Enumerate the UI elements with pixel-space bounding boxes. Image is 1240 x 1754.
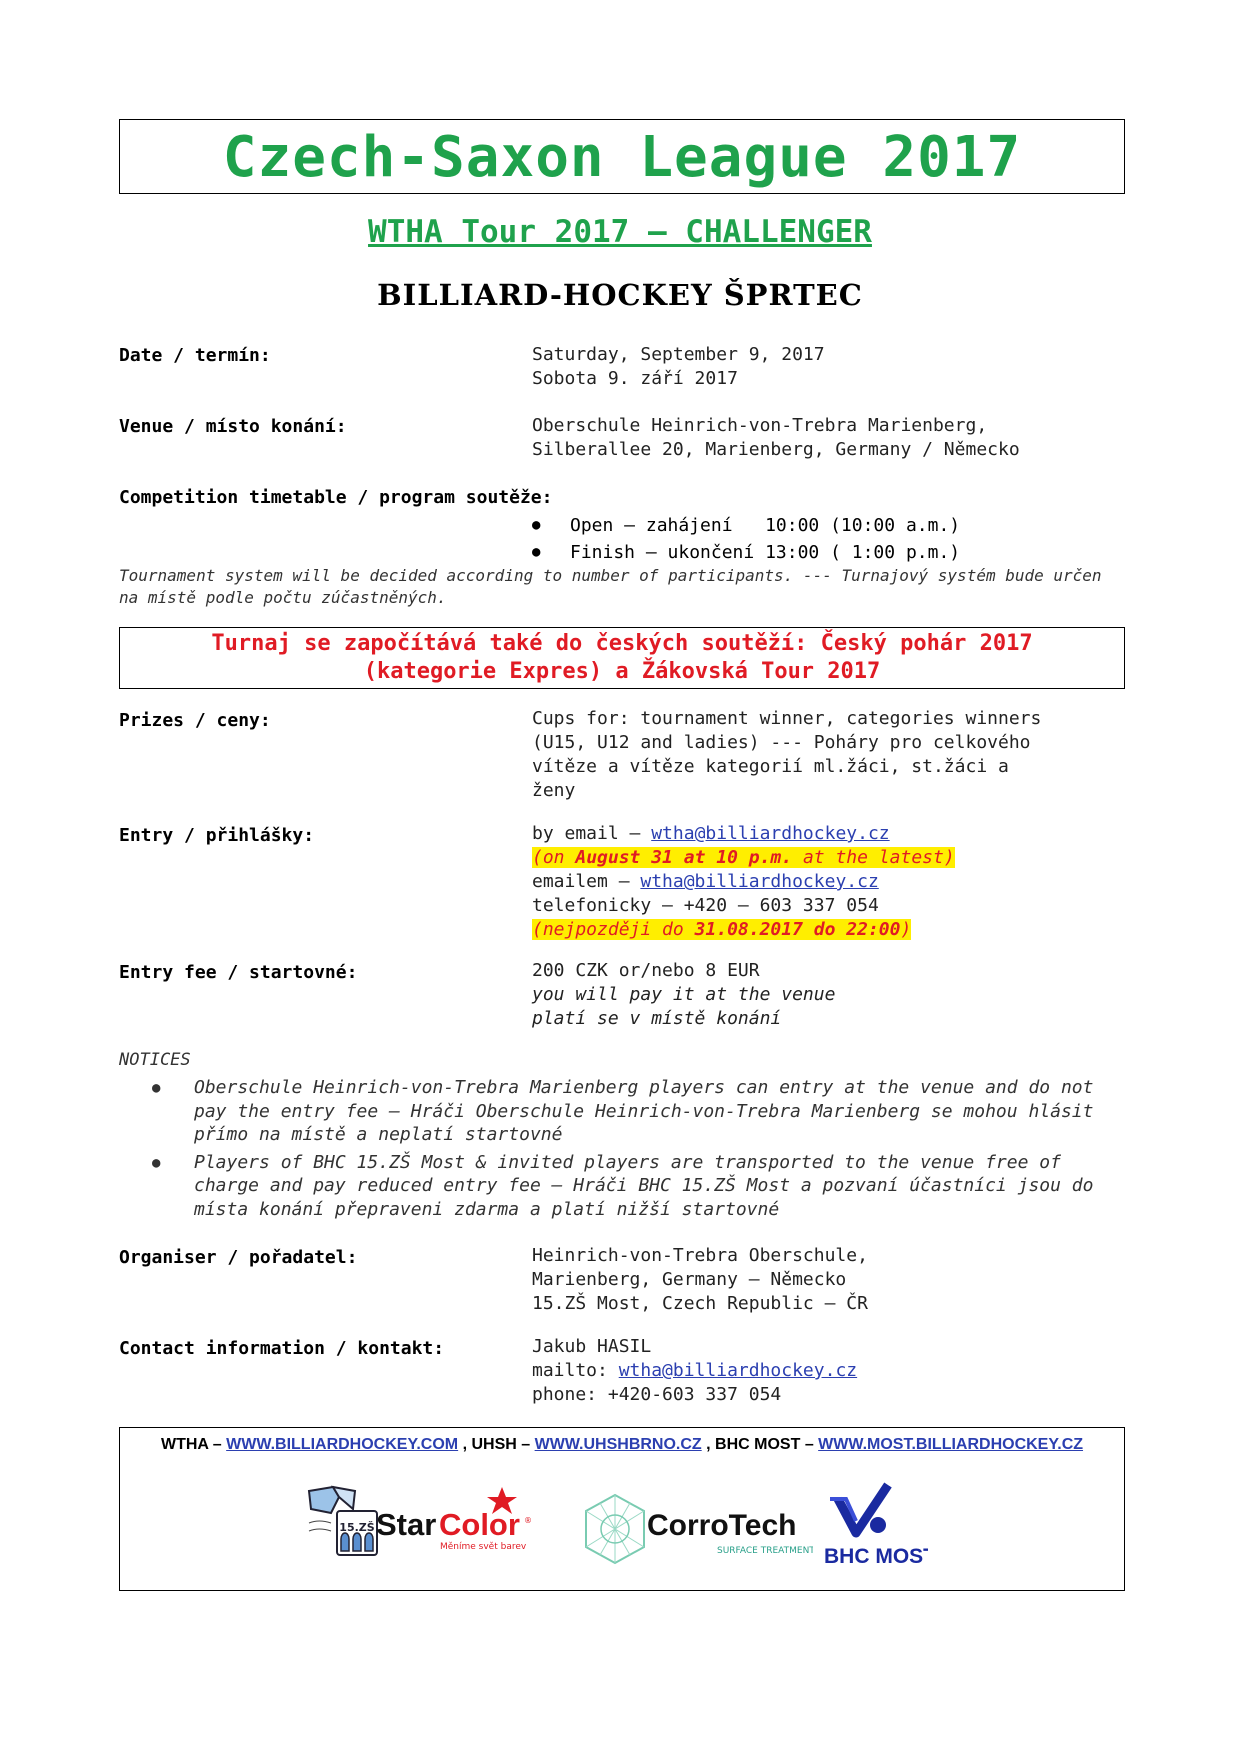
list-item: ● Finish – ukončení 13:00 ( 1:00 p.m.) bbox=[532, 539, 960, 566]
svg-text:Star: Star bbox=[376, 1507, 437, 1542]
entry-email-link-cz[interactable]: wtha@billiardhockey.cz bbox=[640, 871, 879, 892]
entry-label: Entry / přihlášky: bbox=[119, 825, 315, 846]
deadline-en: (on August 31 at 10 p.m. at the latest) bbox=[532, 847, 955, 868]
footer-links: WTHA – WWW.BILLIARDHOCKEY.COM , UHSH – WWW.UHSHBRNO.CZ , BHC MOST – WWW.MOST.BILLIARDHOCKEY.CZ bbox=[160, 1436, 1084, 1453]
bullet-icon: ● bbox=[152, 1154, 161, 1171]
bhc-most-logo bbox=[818, 1481, 928, 1571]
bullet-icon: ● bbox=[532, 544, 541, 560]
czech-competition-notice: Turnaj se započítává také do českých soutěží: Český pohár 2017 (kategorie Expres) a Žákovská Tour 2017 bbox=[119, 627, 1125, 689]
page-title: Czech-Saxon League 2017 bbox=[222, 125, 1022, 190]
bullet-icon: ● bbox=[532, 517, 541, 533]
date-value bbox=[532, 343, 825, 391]
entry-phone: telefonicky – +420 – 603 337 054 bbox=[532, 895, 879, 916]
svg-text:Měníme svět barev: Měníme svět barev bbox=[440, 1542, 527, 1552]
heading: BILLIARD-HOCKEY ŠPRTEC bbox=[377, 278, 863, 312]
contact-email-link[interactable]: wtha@billiardhockey.cz bbox=[618, 1360, 858, 1381]
notices-list bbox=[152, 1076, 1127, 1225]
venue-label: Venue / místo konání: bbox=[119, 416, 347, 437]
svg-text:®: ® bbox=[524, 1516, 532, 1525]
school-logo-icon bbox=[303, 1483, 383, 1563]
contact-value: Jakub HASIL mailto: wtha@billiardhockey.cz phone: +420-603 337 054 bbox=[532, 1336, 858, 1405]
date-label: Date / termín: bbox=[119, 345, 271, 366]
starcolor-logo-icon bbox=[372, 1485, 532, 1565]
entry-value: by email – wtha@billiardhockey.cz (on August 31 at 10 p.m. at the latest) emailem – wtha@billiardhockey.cz telefonicky – +420 – 603 337 054 (nejpozději do 31.08.2017 do 22:00) bbox=[532, 823, 955, 940]
venue-value bbox=[532, 414, 1020, 462]
prizes-label: Prizes / ceny: bbox=[119, 710, 271, 731]
list-item: ● Open – zahájení 10:00 (10:00 a.m.) bbox=[532, 512, 960, 539]
starcolor-logo bbox=[372, 1485, 532, 1565]
date-line-en: Saturday, September 9, 2017 bbox=[532, 344, 825, 365]
footer-box bbox=[119, 1427, 1125, 1591]
bhc-most-link[interactable]: WWW.MOST.BILLIARDHOCKEY.CZ bbox=[818, 1436, 1084, 1453]
prizes-value: Cups for: tournament winner, categories winners (U15, U12 and ladies) --- Poháry pro celkového vítěze a vítěze kategorií ml.žáci, st.žáci a ženy bbox=[532, 708, 1042, 801]
timetable-label: Competition timetable / program soutěže: bbox=[119, 487, 553, 508]
bullet-icon: ● bbox=[152, 1080, 161, 1096]
organiser-value: Heinrich-von-Trebra Oberschule, Marienberg, Germany – Německo 15.ZŠ Most, Czech Republic – ČR bbox=[532, 1245, 868, 1314]
deadline-cz: (nejpozději do 31.08.2017 do 22:00) bbox=[532, 919, 912, 940]
svg-text:SURFACE TREATMENT: SURFACE TREATMENT bbox=[717, 1546, 813, 1556]
date-line-cz: Sobota 9. září 2017 bbox=[532, 368, 738, 389]
svg-text:15.ZŠ: 15.ZŠ bbox=[339, 1521, 375, 1534]
sponsor-logos bbox=[120, 1483, 1124, 1583]
subtitle: WTHA Tour 2017 – CHALLENGER bbox=[368, 214, 872, 250]
entry-email-link[interactable]: wtha@billiardhockey.cz bbox=[651, 823, 890, 844]
corrotech-logo-icon bbox=[645, 1501, 813, 1561]
uhsh-link[interactable]: WWW.UHSHBRNO.CZ bbox=[534, 1436, 702, 1453]
gem-emblem-icon bbox=[582, 1491, 648, 1567]
svg-text:BHC MOST: BHC MOST bbox=[824, 1545, 928, 1568]
tournament-system-note: Tournament system will be decided according to number of participants. --- Turnajový systém bude určen na místě podle počtu zúčastněných. bbox=[119, 566, 1102, 607]
school-logo bbox=[303, 1483, 383, 1563]
list-item: ● Oberschule Heinrich-von-Trebra Marienberg players can entry at the venue and do not pay the entry fee – Hráči Oberschule Heinrich-von-Trebra Marienberg se mohou hlásit přímo na místě a neplatí startovné bbox=[152, 1077, 1094, 1145]
organiser-label: Organiser / pořadatel: bbox=[119, 1247, 358, 1268]
fee-label: Entry fee / startovné: bbox=[119, 962, 358, 983]
title-box bbox=[119, 119, 1125, 194]
timetable-list bbox=[532, 512, 960, 566]
fee-value: 200 CZK or/nebo 8 EUR you will pay it at the venue platí se v místě konání bbox=[532, 960, 836, 1029]
svg-text:Color: Color bbox=[439, 1507, 520, 1542]
wtha-link[interactable]: WWW.BILLIARDHOCKEY.COM bbox=[226, 1436, 459, 1453]
venue-line-1: Oberschule Heinrich-von-Trebra Marienberg, bbox=[532, 415, 988, 436]
corrotech-logo bbox=[645, 1501, 813, 1561]
venue-line-2: Silberallee 20, Marienberg, Germany / Německo bbox=[532, 439, 1020, 460]
bhc-most-logo-icon bbox=[818, 1481, 928, 1571]
list-item: ● Players of BHC 15.ZŠ Most & invited players are transported to the venue free of charge and pay reduced entry fee – Hráči BHC 15.ZŠ Most a pozvaní účastníci jsou do místa konání přepraveni zdarma a platí nižší startovné bbox=[152, 1151, 1094, 1220]
contact-label: Contact information / kontakt: bbox=[119, 1338, 445, 1359]
notices-title: NOTICES bbox=[119, 1050, 191, 1070]
svg-text:CorroTech: CorroTech bbox=[647, 1509, 797, 1542]
geometric-emblem bbox=[582, 1491, 648, 1567]
